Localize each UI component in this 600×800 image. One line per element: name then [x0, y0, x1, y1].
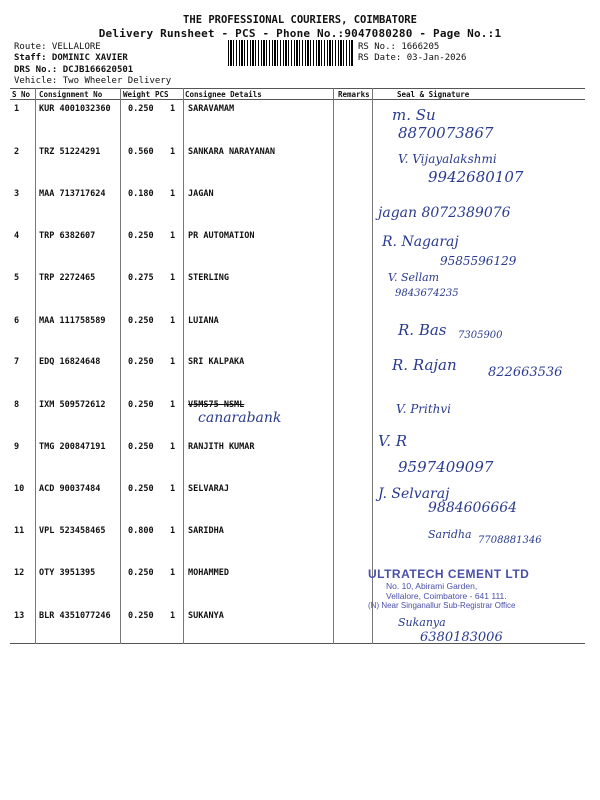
phone-row-6: 7305900	[458, 330, 503, 341]
col-weight: Weight	[123, 90, 151, 99]
row-sno: 8	[14, 400, 20, 410]
route-label: Route: VELLALORE	[14, 42, 101, 52]
signature-row-7: R. Rajan	[392, 356, 457, 374]
runsheet-subtitle: Delivery Runsheet - PCS - Phone No.:9047080280 - Page No.:1	[98, 27, 502, 40]
barcode-icon	[228, 40, 354, 66]
row-sno: 1	[14, 104, 20, 114]
column-divider	[183, 88, 184, 644]
row-sno: 9	[14, 442, 20, 452]
phone-row-5: 9843674235	[395, 288, 459, 299]
col-sno: S No	[12, 90, 31, 99]
phone-row-7: 822663536	[488, 365, 563, 380]
row-consignment: TMG 200847191	[39, 442, 106, 452]
column-divider	[120, 88, 121, 644]
signature-row-8: V. Prithvi	[396, 402, 452, 416]
row-sno: 13	[14, 611, 25, 621]
column-divider	[372, 88, 373, 644]
row-consignment: BLR 4351077246	[39, 611, 111, 621]
staff-label: Staff: DOMINIC XAVIER	[14, 53, 128, 63]
row-consignment: TRZ 51224291	[39, 147, 101, 157]
row-consignment: TRP 2272465	[39, 273, 96, 283]
row-weight: 0.250	[128, 316, 154, 326]
col-remarks: Remarks	[338, 90, 370, 99]
row-consignment: EDQ 16824648	[39, 357, 101, 367]
phone-row-11: 7708881346	[478, 535, 542, 546]
row-consignee: PR AUTOMATION	[188, 231, 255, 241]
signature-row-11: Saridha	[428, 528, 472, 541]
signature-row-9: V. R	[378, 432, 408, 450]
row-consignment: OTY 3951395	[39, 568, 96, 578]
col-seal-signature: Seal & Signature	[397, 90, 470, 99]
phone-row-10: 9884606664	[428, 500, 518, 516]
row-consignee: V5MS75 NSML	[188, 400, 245, 410]
row-pcs: 1	[170, 568, 176, 578]
row-pcs: 1	[170, 357, 176, 367]
row-consignee: LUIANA	[188, 316, 219, 326]
drs-number: DRS No.: DCJB166620501	[14, 65, 134, 75]
rs-date: RS Date: 03-Jan-2026	[358, 53, 467, 63]
row-consignee: SELVARAJ	[188, 484, 229, 494]
row-pcs: 1	[170, 400, 176, 410]
stamp-address-line: (N) Near Singanallur Sub-Registrar Office	[368, 601, 516, 610]
row-consignee: SARAVAMAM	[188, 104, 235, 114]
row-consignee: STERLING	[188, 273, 229, 283]
row-sno: 2	[14, 147, 20, 157]
signature-row-1: m. Su	[392, 106, 436, 124]
phone-row-1: 8870073867	[398, 124, 494, 142]
row-weight: 0.800	[128, 526, 154, 536]
row-pcs: 1	[170, 611, 176, 621]
company-title: THE PROFESSIONAL COURIERS, COIMBATORE	[183, 14, 417, 26]
row-sno: 11	[14, 526, 25, 536]
row-consignment: ACD 90037484	[39, 484, 101, 494]
row-weight: 0.250	[128, 484, 154, 494]
row-consignment: KUR 4001032360	[39, 104, 111, 114]
row-sno: 6	[14, 316, 20, 326]
row-pcs: 1	[170, 273, 176, 283]
phone-row-2: 9942680107	[428, 168, 524, 186]
row-consignment: MAA 111758589	[39, 316, 106, 326]
row-pcs: 1	[170, 189, 176, 199]
row-consignee: SRI KALPAKA	[188, 357, 245, 367]
row-weight: 0.250	[128, 357, 154, 367]
row-consignee: SANKARA NARAYANAN	[188, 147, 275, 157]
row-weight: 0.560	[128, 147, 154, 157]
column-divider	[35, 88, 36, 644]
signature-row-10: J. Selvaraj	[378, 486, 450, 502]
row-consignee: SUKANYA	[188, 611, 224, 621]
row-weight: 0.250	[128, 611, 154, 621]
row-pcs: 1	[170, 526, 176, 536]
vehicle-label: Vehicle: Two Wheeler Delivery	[14, 76, 172, 86]
row-consignment: TRP 6382607	[39, 231, 96, 241]
row-sno: 5	[14, 273, 20, 283]
row-consignee: SARIDHA	[188, 526, 224, 536]
row-weight: 0.180	[128, 189, 154, 199]
phone-row-9: 9597409097	[398, 458, 494, 476]
row-pcs: 1	[170, 231, 176, 241]
row-pcs: 1	[170, 316, 176, 326]
row-pcs: 1	[170, 442, 176, 452]
signature-row-4: R. Nagaraj	[382, 234, 459, 250]
column-divider	[333, 88, 334, 644]
row-sno: 7	[14, 357, 20, 367]
row-consignee: MOHAMMED	[188, 568, 229, 578]
row-sno: 12	[14, 568, 25, 578]
row-pcs: 1	[170, 147, 176, 157]
row-consignment: MAA 713717624	[39, 189, 106, 199]
signature-row-2: V. Vijayalakshmi	[398, 152, 497, 166]
stamp-address-line: No. 10, Abirami Garden,	[386, 581, 478, 591]
col-consignee: Consignee Details	[185, 90, 262, 99]
row-weight: 0.250	[128, 568, 154, 578]
col-consignment: Consignment No	[39, 90, 103, 99]
row-consignment: VPL 523458465	[39, 526, 106, 536]
row-weight: 0.250	[128, 104, 154, 114]
row-consignee: RANJITH KUMAR	[188, 442, 255, 452]
signature-row-3: jagan 8072389076	[378, 205, 511, 221]
col-pcs: PCS	[155, 90, 169, 99]
row-sno: 4	[14, 231, 20, 241]
phone-row-13: 6380183006	[420, 630, 503, 645]
row-sno: 10	[14, 484, 25, 494]
company-stamp	[368, 567, 529, 610]
row-consignment: IXM 509572612	[39, 400, 106, 410]
row-consignee: JAGAN	[188, 189, 214, 199]
row-pcs: 1	[170, 484, 176, 494]
stamp-company-name: ULTRATECH CEMENT LTD	[368, 567, 530, 581]
row-weight: 0.250	[128, 400, 154, 410]
stamp-address-line: Vellalore, Coimbatore - 641 111.	[386, 591, 507, 601]
signature-row-13: Sukanya	[398, 616, 446, 629]
remark-row-8: canarabank	[198, 410, 282, 426]
row-weight: 0.250	[128, 442, 154, 452]
row-weight: 0.250	[128, 231, 154, 241]
row-weight: 0.275	[128, 273, 154, 283]
rs-number: RS No.: 1666205	[358, 42, 440, 52]
phone-row-4: 9585596129	[440, 254, 517, 268]
table-top-border	[10, 88, 585, 89]
signature-row-6: R. Bas	[398, 321, 447, 339]
table-header-border	[10, 99, 585, 100]
signature-row-5: V. Sellam	[388, 271, 440, 284]
row-sno: 3	[14, 189, 20, 199]
row-pcs: 1	[170, 104, 176, 114]
